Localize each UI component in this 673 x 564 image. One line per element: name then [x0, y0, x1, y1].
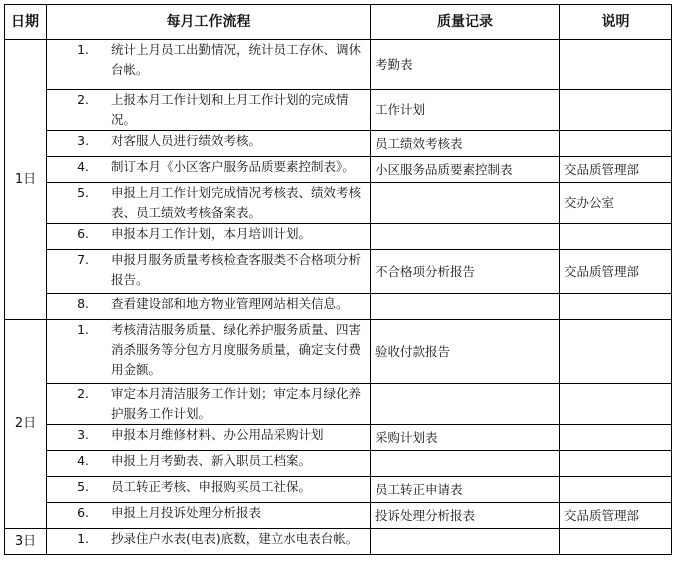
quality-record-cell: [371, 183, 560, 224]
note-cell: [560, 477, 672, 503]
quality-record-cell: [371, 224, 560, 250]
header-row: [5, 5, 672, 40]
header-process: 每月工作流程: [47, 5, 371, 40]
quality-record-cell: [371, 294, 560, 320]
task-text: 申报上月投诉处理分析报表: [111, 505, 262, 520]
note-cell: [560, 90, 672, 131]
task-text: 申报上月考勤表、新入职员工档案。: [111, 453, 312, 468]
table-row: [5, 384, 672, 425]
note-cell: [560, 224, 672, 250]
quality-record-cell: 员工绩效考核表: [371, 131, 560, 157]
task-text: 申报本月工作计划，本月培训计划。: [111, 226, 312, 241]
task-cell: [47, 384, 371, 425]
task-number: 1.: [77, 531, 89, 546]
task-cell: [47, 477, 371, 503]
task-text: 考核清洁服务质量、绿化养护服务质量、四害消杀服务等分包方月度服务质量，确定支付费用金额。: [111, 322, 362, 377]
table-row: [5, 529, 672, 555]
note-cell: [560, 529, 672, 555]
table-row: [5, 477, 672, 503]
task-cell: [47, 157, 371, 183]
note-cell: [560, 294, 672, 320]
quality-record-cell: 不合格项分析报告: [371, 250, 560, 294]
table-row: [5, 40, 672, 90]
task-number: 1.: [77, 42, 89, 57]
task-cell: [47, 131, 371, 157]
table-row: [5, 183, 672, 224]
quality-record-cell: [371, 451, 560, 477]
note-cell: [560, 425, 672, 451]
date-cell: 2日: [5, 320, 47, 529]
task-text: 对客服人员进行绩效考核。: [111, 133, 262, 148]
task-text: 统计上月员工出勤情况，统计员工存休、调休台帐。: [111, 42, 362, 77]
note-cell: 交品质管理部: [560, 250, 672, 294]
table-row: [5, 157, 672, 183]
quality-record-cell: 采购计划表: [371, 425, 560, 451]
table-row: [5, 320, 672, 384]
table-row: [5, 451, 672, 477]
task-text: 申报月服务质量考核检查客服类不合格项分析报告。: [111, 252, 362, 287]
header-note: 说明: [560, 5, 672, 40]
task-number: 4.: [77, 159, 89, 174]
task-text: 员工转正考核、申报购买员工社保。: [111, 479, 312, 494]
table-row: [5, 503, 672, 529]
table-row: [5, 224, 672, 250]
task-number: 7.: [77, 252, 89, 267]
task-number: 2.: [77, 386, 89, 401]
quality-record-cell: 投诉处理分析报表: [371, 503, 560, 529]
task-text: 审定本月清洁服务工作计划；审定本月绿化养护服务工作计划。: [111, 386, 362, 421]
task-number: 1.: [77, 322, 89, 337]
task-cell: [47, 451, 371, 477]
header-date: 日期: [5, 5, 47, 40]
date-cell: 3日: [5, 529, 47, 555]
note-cell: [560, 451, 672, 477]
note-cell: 交办公室: [560, 183, 672, 224]
table-body: [5, 40, 672, 555]
task-text: 查看建设部和地方物业管理网站相关信息。: [111, 296, 349, 311]
table-row: [5, 90, 672, 131]
task-cell: [47, 90, 371, 131]
task-text: 制订本月《小区客户服务品质要素控制表》。: [111, 159, 355, 174]
task-number: 3.: [77, 133, 89, 148]
task-text: 申报本月维修材料、办公用品采购计划: [111, 427, 324, 442]
quality-record-cell: [371, 529, 560, 555]
task-cell: [47, 224, 371, 250]
task-cell: [47, 294, 371, 320]
note-cell: [560, 384, 672, 425]
note-cell: [560, 320, 672, 384]
table-row: [5, 250, 672, 294]
task-number: 8.: [77, 296, 89, 311]
task-cell: [47, 250, 371, 294]
task-number: 5.: [77, 479, 89, 494]
task-cell: [47, 503, 371, 529]
quality-record-cell: [371, 384, 560, 425]
task-number: 3.: [77, 427, 89, 442]
note-cell: 交品质管理部: [560, 157, 672, 183]
quality-record-cell: 小区服务品质要素控制表: [371, 157, 560, 183]
quality-record-cell: 员工转正申请表: [371, 477, 560, 503]
header-record: 质量记录: [371, 5, 560, 40]
monthly-workflow-table: [4, 4, 672, 555]
quality-record-cell: 考勤表: [371, 40, 560, 90]
task-text: 上报本月工作计划和上月工作计划的完成情况。: [111, 92, 349, 127]
task-number: 6.: [77, 226, 89, 241]
table-row: [5, 131, 672, 157]
table-row: [5, 294, 672, 320]
task-text: 抄录住户水表(电表)底数，建立水电表台帐。: [111, 531, 359, 546]
task-number: 2.: [77, 92, 89, 107]
task-cell: [47, 425, 371, 451]
task-cell: [47, 529, 371, 555]
task-number: 5.: [77, 185, 89, 200]
task-cell: [47, 320, 371, 384]
note-cell: [560, 131, 672, 157]
date-cell: 1日: [5, 40, 47, 320]
task-cell: [47, 183, 371, 224]
quality-record-cell: 验收付款报告: [371, 320, 560, 384]
task-cell: [47, 40, 371, 90]
note-cell: [560, 40, 672, 90]
task-number: 4.: [77, 453, 89, 468]
note-cell: 交品质管理部: [560, 503, 672, 529]
quality-record-cell: 工作计划: [371, 90, 560, 131]
task-text: 申报上月工作计划完成情况考核表、绩效考核表、员工绩效考核备案表。: [111, 185, 362, 220]
table-row: [5, 425, 672, 451]
task-number: 6.: [77, 505, 89, 520]
